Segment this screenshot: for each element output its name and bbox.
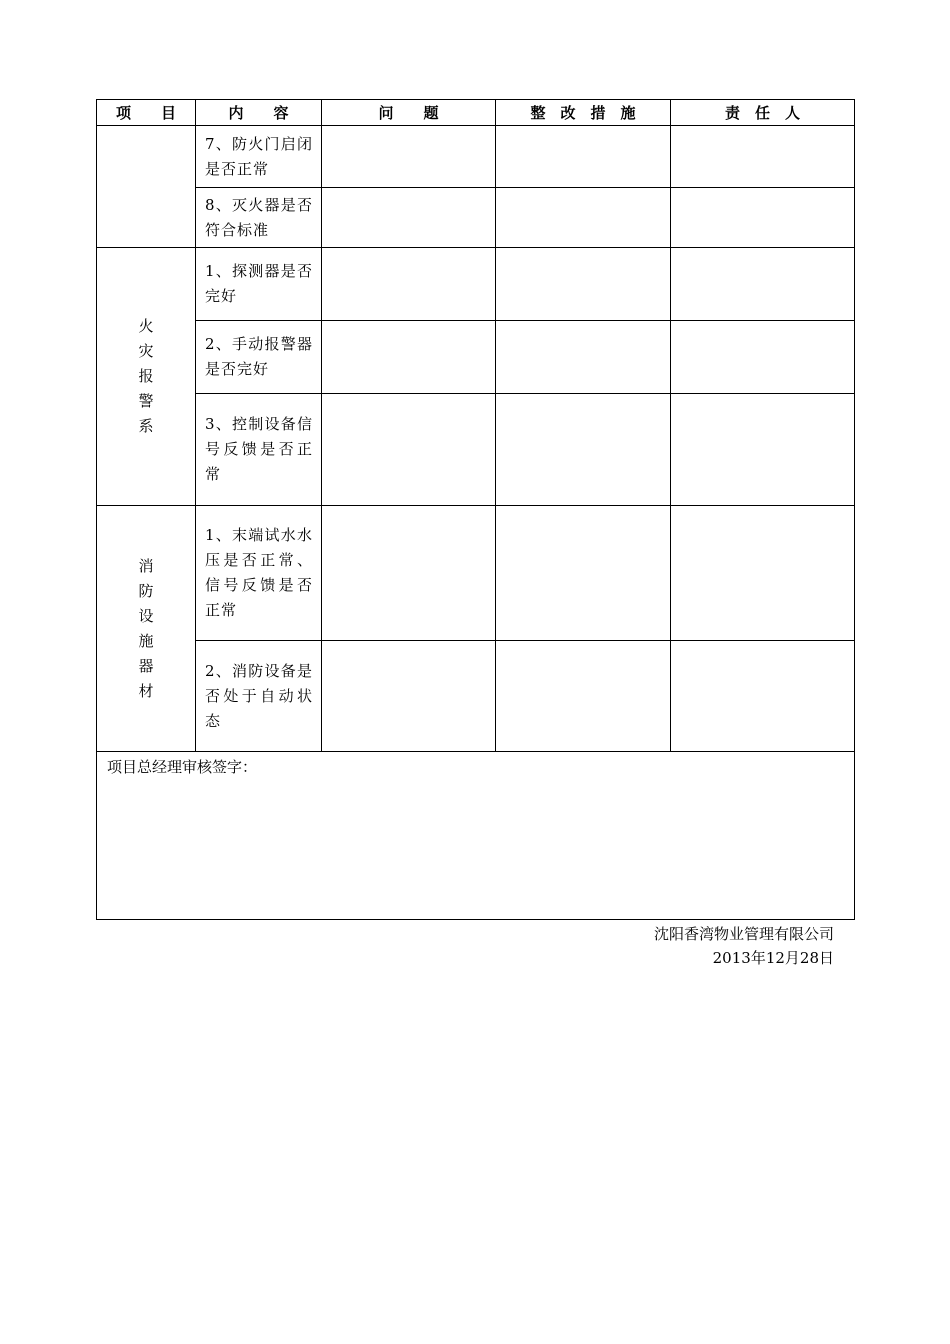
content-cell: 2、消防设备是否处于自动状态 bbox=[196, 641, 322, 752]
table-header-row bbox=[97, 100, 855, 126]
measures-cell[interactable] bbox=[496, 321, 671, 394]
measures-cell[interactable] bbox=[496, 188, 671, 248]
owner-cell[interactable] bbox=[671, 126, 855, 188]
header-problem: 问 题 bbox=[322, 100, 496, 126]
company-name: 沈阳香湾物业管理有限公司 bbox=[653, 925, 834, 943]
table-row bbox=[97, 641, 855, 752]
inspection-table bbox=[96, 99, 855, 920]
header-content: 内 容 bbox=[196, 100, 322, 126]
content-cell: 8、灭火器是否符合标准 bbox=[196, 188, 322, 248]
problem-cell[interactable] bbox=[322, 394, 496, 506]
problem-cell[interactable] bbox=[322, 248, 496, 321]
category-cell-fire-alarm: 火灾报警系 bbox=[97, 248, 196, 506]
measures-cell[interactable] bbox=[496, 506, 671, 641]
measures-cell[interactable] bbox=[496, 126, 671, 188]
table-row bbox=[97, 321, 855, 394]
owner-cell[interactable] bbox=[671, 394, 855, 506]
content-cell: 2、手动报警器是否完好 bbox=[196, 321, 322, 394]
problem-cell[interactable] bbox=[322, 188, 496, 248]
signature-cell[interactable] bbox=[97, 752, 855, 920]
signature-label: 项目总经理审核签字： bbox=[107, 758, 258, 776]
measures-cell[interactable] bbox=[496, 248, 671, 321]
owner-cell[interactable] bbox=[671, 641, 855, 752]
table-row bbox=[97, 394, 855, 506]
owner-cell[interactable] bbox=[671, 321, 855, 394]
header-owner: 责 任 人 bbox=[671, 100, 855, 126]
table-row bbox=[97, 248, 855, 321]
content-cell: 1、末端试水水压是否正常、信号反馈是否正常 bbox=[196, 506, 322, 641]
problem-cell[interactable] bbox=[322, 641, 496, 752]
problem-cell[interactable] bbox=[322, 506, 496, 641]
content-cell: 1、探测器是否完好 bbox=[196, 248, 322, 321]
document-date: 2013年12月28日 bbox=[712, 949, 834, 967]
problem-cell[interactable] bbox=[322, 321, 496, 394]
signature-row bbox=[97, 752, 855, 920]
owner-cell[interactable] bbox=[671, 506, 855, 641]
table-row bbox=[97, 188, 855, 248]
owner-cell[interactable] bbox=[671, 188, 855, 248]
measures-cell[interactable] bbox=[496, 641, 671, 752]
table-row bbox=[97, 506, 855, 641]
content-cell: 3、控制设备信号反馈是否正常 bbox=[196, 394, 322, 506]
content-cell: 7、防火门启闭是否正常 bbox=[196, 126, 322, 188]
category-cell-fire-facilities: 消防设施器材 bbox=[97, 506, 196, 752]
header-item: 项 目 bbox=[97, 100, 196, 126]
header-measures: 整 改 措 施 bbox=[496, 100, 671, 126]
category-cell-continued bbox=[97, 126, 196, 248]
measures-cell[interactable] bbox=[496, 394, 671, 506]
table-row bbox=[97, 126, 855, 188]
problem-cell[interactable] bbox=[322, 126, 496, 188]
owner-cell[interactable] bbox=[671, 248, 855, 321]
